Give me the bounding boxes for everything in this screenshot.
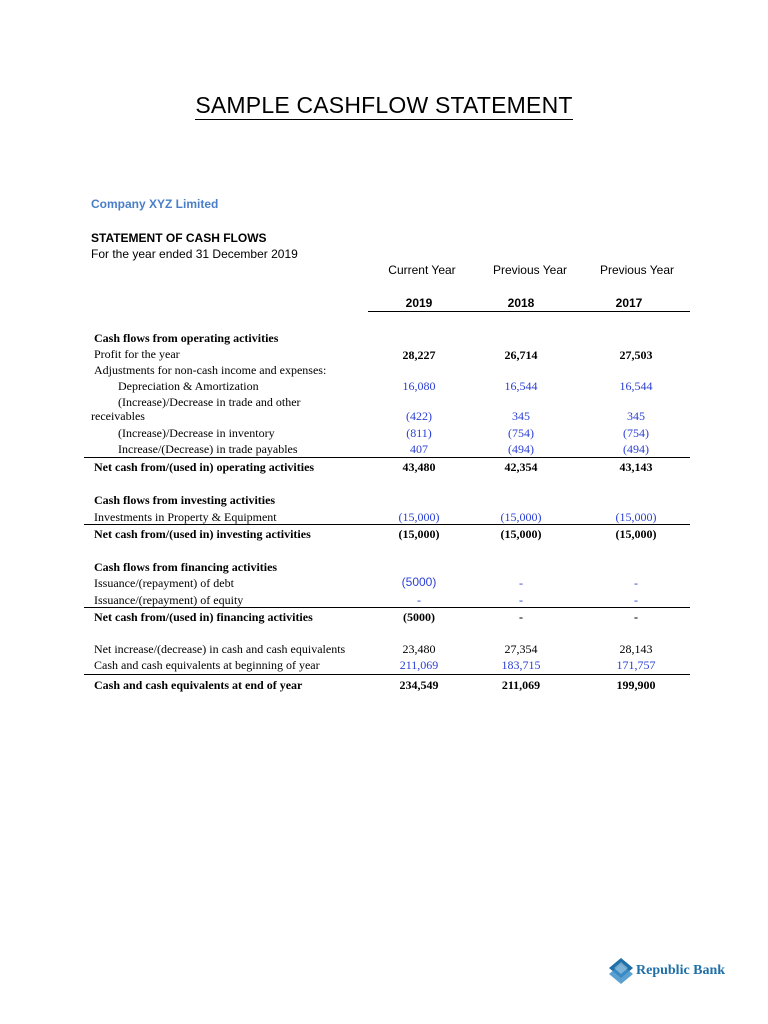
end-2017: 199,900 bbox=[616, 678, 656, 692]
beginning-label: Cash and cash equivalents at beginning of year bbox=[94, 658, 320, 672]
profit-2017: 27,503 bbox=[619, 348, 653, 362]
depreciation-2018: 16,544 bbox=[504, 379, 538, 393]
investing-heading: Cash flows from investing activities bbox=[94, 493, 276, 507]
end-label: Cash and cash equivalents at end of year bbox=[94, 678, 303, 692]
debt-2017: - bbox=[634, 576, 638, 590]
republic-bank-logo bbox=[609, 958, 725, 984]
equity-2019: - bbox=[417, 593, 421, 607]
equity-2018: - bbox=[519, 593, 523, 607]
republic-bank-logo-icon bbox=[609, 958, 633, 984]
company-name: Company XYZ Limited bbox=[91, 197, 219, 211]
inventory-label: (Increase)/Decrease in inventory bbox=[118, 426, 275, 440]
financing-net-label: Net cash from/(used in) financing activities bbox=[94, 610, 313, 624]
investing-net-2017: (15,000) bbox=[615, 527, 657, 541]
end-2019: 234,549 bbox=[399, 678, 439, 692]
operating-net-2017: 43,143 bbox=[619, 460, 653, 474]
inventory-2018: (754) bbox=[508, 426, 534, 440]
operating-net-2019: 43,480 bbox=[402, 460, 436, 474]
column-header-current: Current Year bbox=[388, 263, 456, 277]
profit-2019: 28,227 bbox=[402, 348, 436, 362]
debt-2019: (5000) bbox=[401, 575, 437, 589]
year-header-2017: 2017 bbox=[615, 296, 643, 310]
operating-rule bbox=[84, 457, 690, 458]
year-header-2018: 2018 bbox=[507, 296, 535, 310]
receivables-label-line1: (Increase)/Decrease in trade and other bbox=[118, 395, 301, 409]
financing-net-2017: - bbox=[634, 610, 638, 624]
investing-net-2018: (15,000) bbox=[500, 527, 542, 541]
summary-rule bbox=[84, 674, 690, 675]
payables-2018: (494) bbox=[508, 442, 534, 456]
operating-heading: Cash flows from operating activities bbox=[94, 331, 279, 345]
profit-2018: 26,714 bbox=[504, 348, 538, 362]
statement-title: STATEMENT OF CASH FLOWS bbox=[91, 231, 267, 245]
operating-net-2018: 42,354 bbox=[504, 460, 538, 474]
receivables-label-line2: receivables bbox=[91, 409, 145, 423]
ppe-2019: (15,000) bbox=[398, 510, 440, 524]
logo-text: Republic Bank bbox=[636, 963, 726, 978]
ppe-2018: (15,000) bbox=[500, 510, 542, 524]
ppe-2017: (15,000) bbox=[615, 510, 657, 524]
debt-label: Issuance/(repayment) of debt bbox=[94, 576, 234, 590]
beginning-2017: 171,757 bbox=[616, 658, 656, 672]
ppe-label: Investments in Property & Equipment bbox=[94, 510, 277, 524]
equity-label: Issuance/(repayment) of equity bbox=[94, 593, 244, 607]
increase-2017: 28,143 bbox=[619, 642, 653, 656]
investing-rule bbox=[84, 524, 690, 525]
financing-net-2019: (5000) bbox=[403, 610, 435, 624]
profit-label: Profit for the year bbox=[94, 347, 180, 361]
depreciation-2017: 16,544 bbox=[619, 379, 653, 393]
receivables-2018: 345 bbox=[512, 409, 530, 423]
column-header-previous-1: Previous Year bbox=[492, 263, 568, 277]
equity-2017: - bbox=[634, 593, 638, 607]
depreciation-label: Depreciation & Amortization bbox=[118, 379, 259, 393]
investing-net-label: Net cash from/(used in) investing activities bbox=[94, 527, 311, 541]
financing-heading: Cash flows from financing activities bbox=[94, 560, 278, 574]
statement-subtitle: For the year ended 31 December 2019 bbox=[91, 247, 298, 261]
financing-net-2018: - bbox=[519, 610, 523, 624]
inventory-2019: (811) bbox=[406, 426, 432, 440]
payables-label: Increase/(Decrease) in trade payables bbox=[118, 442, 298, 456]
inventory-2017: (754) bbox=[623, 426, 649, 440]
column-header-previous-2: Previous Year bbox=[599, 263, 675, 277]
payables-2017: (494) bbox=[623, 442, 649, 456]
beginning-2018: 183,715 bbox=[501, 658, 541, 672]
debt-2018: - bbox=[519, 576, 523, 590]
receivables-2017: 345 bbox=[627, 409, 645, 423]
page-title-text: SAMPLE CASHFLOW STATEMENT bbox=[195, 92, 573, 118]
investing-net-2019: (15,000) bbox=[398, 527, 440, 541]
financing-rule bbox=[84, 607, 690, 608]
end-2018: 211,069 bbox=[501, 678, 541, 692]
increase-2018: 27,354 bbox=[504, 642, 538, 656]
year-header-2019: 2019 bbox=[405, 296, 433, 310]
increase-label: Net increase/(decrease) in cash and cash equivalents bbox=[94, 642, 346, 656]
payables-2019: 407 bbox=[410, 442, 428, 456]
increase-2019: 23,480 bbox=[402, 642, 436, 656]
depreciation-2019: 16,080 bbox=[402, 379, 436, 393]
adjustments-label: Adjustments for non-cash income and expenses: bbox=[94, 363, 327, 377]
header-rule bbox=[368, 311, 690, 312]
receivables-2019: (422) bbox=[406, 409, 432, 423]
beginning-2019: 211,069 bbox=[399, 658, 439, 672]
page-title bbox=[0, 92, 768, 119]
operating-net-label: Net cash from/(used in) operating activities bbox=[94, 460, 315, 474]
